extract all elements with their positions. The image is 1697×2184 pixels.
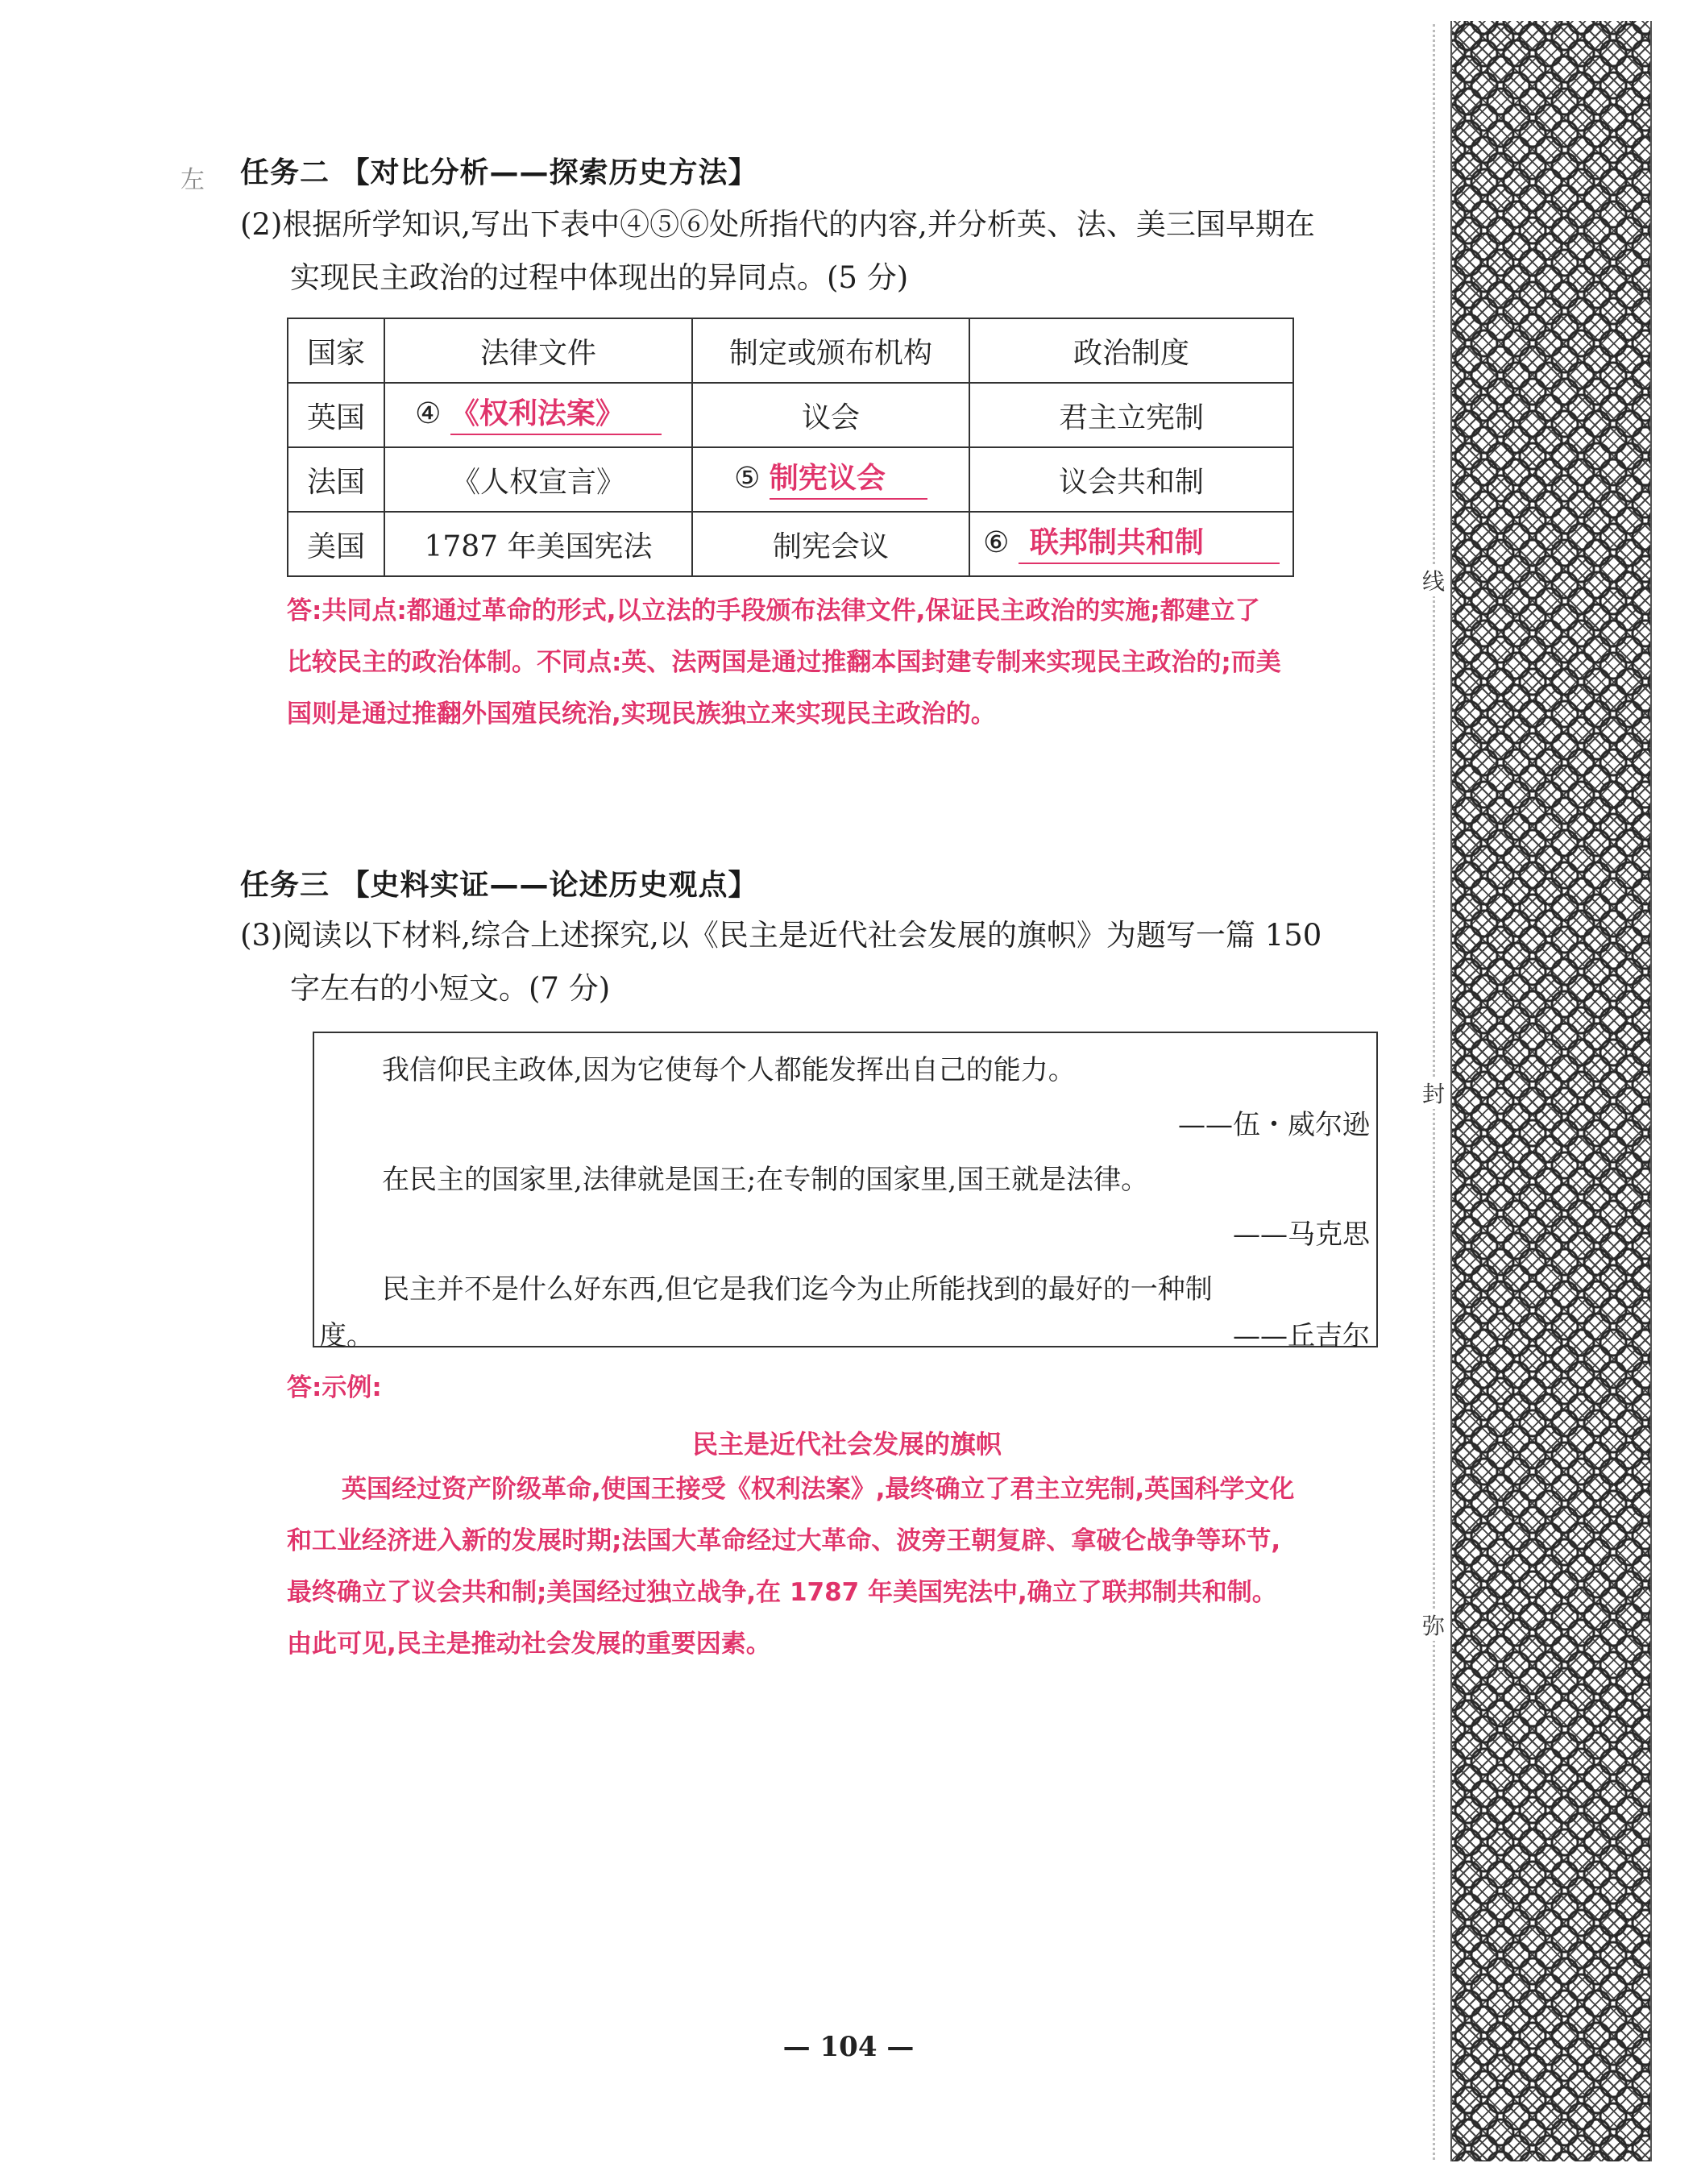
quote-attribution: ——伍・威尔逊 xyxy=(1178,1109,1370,1141)
task2-answer xyxy=(287,585,1407,740)
quote-marx: 在民主的国家里,法律就是国王;在专制的国家里,国王就是法律。 xyxy=(382,1164,1149,1196)
quote-churchill-cont: 度。 xyxy=(319,1320,374,1352)
answer-fill: 《权利法案》 xyxy=(450,395,662,435)
essay-line: 最终确立了议会共和制;美国经过独立战争,在 1787 年美国宪法中,确立了联邦制共和制。 xyxy=(287,1578,1277,1607)
system-cell: 君主立宪制 xyxy=(969,383,1293,447)
task3-question-line1: (3)阅读以下材料,综合上述探究,以《民主是近代社会发展的旗帜》为题写一篇 150 xyxy=(240,918,1322,953)
table-row xyxy=(288,447,1293,512)
task3-question xyxy=(240,909,1407,1015)
essay-line: 和工业经济进入新的发展时期;法国大革命经过大革命、波旁王朝复辟、拿破仑战争等环节, xyxy=(287,1526,1281,1555)
binding-char-line: 线 xyxy=(1421,564,1446,596)
page-number: — 104 — xyxy=(782,2031,915,2063)
quote-churchill: 民主并不是什么好东西,但它是我们迄今为止所能找到的最好的一种制 xyxy=(382,1273,1213,1306)
task3-question-line2: 字左右的小短文。(7 分) xyxy=(290,971,611,1006)
task2-answer-line1: 答:共同点:都通过革命的形式,以立法的手段颁布法律文件,保证民主政治的实施;都建立了 xyxy=(287,596,1260,625)
quote-attribution: ——丘吉尔 xyxy=(1233,1320,1370,1352)
header-body: 制定或颁布机构 xyxy=(692,318,969,383)
binding-char-close: 弥 xyxy=(1421,1609,1446,1641)
quote-box xyxy=(313,1032,1378,1352)
task2-answer-line2: 比较民主的政治体制。不同点:英、法两国是通过推翻本国封建专制来实现民主政治的;而美 xyxy=(287,648,1281,677)
task3-heading: 任务三 【史料实证——论述历史观点】 xyxy=(240,869,758,902)
answer-fill: 制宪议会 xyxy=(770,459,927,500)
essay-title: 民主是近代社会发展的旗帜 xyxy=(691,1429,1002,1459)
header-system: 政治制度 xyxy=(969,318,1293,383)
task2-question xyxy=(240,198,1407,305)
comparison-table xyxy=(287,318,1294,577)
essay-body xyxy=(287,1464,1407,1670)
quote-attribution: ——马克思 xyxy=(1233,1219,1370,1251)
essay-line: 由此可见,民主是推动社会发展的重要因素。 xyxy=(287,1630,771,1659)
task2-heading: 任务二 【对比分析——探索历史方法】 xyxy=(240,156,758,189)
task2-answer-line3: 国则是通过推翻外国殖民统治,实现民族独立来实现民主政治的。 xyxy=(287,700,996,729)
document-cell xyxy=(384,383,692,447)
margin-mark: 左 xyxy=(180,166,205,194)
country-cell: 英国 xyxy=(288,383,384,447)
blank-number: ④ xyxy=(415,397,442,430)
task2-question-line1: (2)根据所学知识,写出下表中④⑤⑥处所指代的内容,并分析英、法、美三国早期在 xyxy=(240,207,1315,242)
table-row xyxy=(288,512,1293,576)
binding-char-seal: 封 xyxy=(1421,1077,1446,1109)
quote-wilson: 我信仰民主政体,因为它使每个人都能发挥出自己的能力。 xyxy=(382,1054,1076,1086)
document-cell: 1787 年美国宪法 xyxy=(384,512,692,576)
decorative-pattern-strip xyxy=(1450,21,1652,2161)
body-cell: 议会 xyxy=(692,383,969,447)
task2-question-line2: 实现民主政治的过程中体现出的异同点。(5 分) xyxy=(290,260,909,295)
essay-line: 英国经过资产阶级革命,使国王接受《权利法案》,最终确立了君主立宪制,英国科学文化 xyxy=(342,1475,1295,1504)
blank-number: ⑥ xyxy=(983,526,1010,559)
system-cell xyxy=(969,512,1293,576)
header-country: 国家 xyxy=(288,318,384,383)
system-cell: 议会共和制 xyxy=(969,447,1293,512)
blank-number: ⑤ xyxy=(734,462,761,495)
table-header-row xyxy=(288,318,1293,383)
body-cell: 制宪会议 xyxy=(692,512,969,576)
header-document: 法律文件 xyxy=(384,318,692,383)
country-cell: 法国 xyxy=(288,447,384,512)
document-cell: 《人权宣言》 xyxy=(384,447,692,512)
country-cell: 美国 xyxy=(288,512,384,576)
body-cell xyxy=(692,447,969,512)
task3-answer-intro: 答:示例: xyxy=(287,1373,382,1402)
table-row xyxy=(288,383,1293,447)
answer-fill: 联邦制共和制 xyxy=(1019,524,1280,564)
